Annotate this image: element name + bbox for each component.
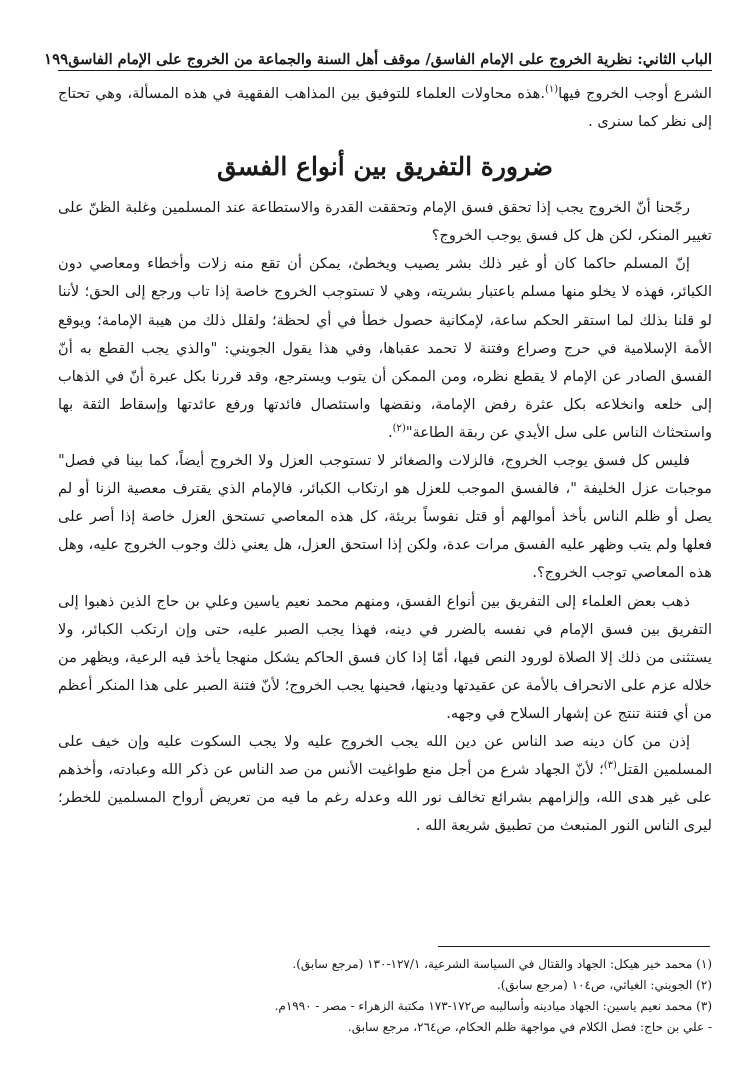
page-number: ١٩٩ <box>44 50 69 68</box>
paragraph-text: إذن من كان دينه صد الناس عن دين الله يجب الخروج عليه ولا يجب السكوت عليه وإن خيف على المسلمين القتل <box>58 732 713 779</box>
paragraph-end: . <box>387 423 393 441</box>
footnote-ref-3: (٣) <box>603 760 617 772</box>
footnote: (٣) محمد نعيم ياسين: الجهاد ميادينه وأساليبه ص١٧٢-١٧٣ مكتبة الزهراء - مصر - ١٩٩٠م. <box>274 999 712 1013</box>
paragraph <box>58 250 712 447</box>
paragraph: فليس كل فسق يوجب الخروج، فالزلات والصغائر لا تستوجب العزل ولا الخروج أيضاً، كما بينا في فصل" موجبات عزل الخليفة "، فالفسق الموجب للعزل هو ارتكاب الكبائر، فالإمام الذي يقترف معصية الزنا أو لم يصل أو ظلم الناس بأخذ أموالهم أو قتل نفوساً بريئة، كل هذه المعاصي تستحق العزل خاصة إذا أصر على فعلها ولم يتب وظهر عليه الفسق مرات عدة، ولكن إذا استحق العزل، هل يعني ذلك وجوب الخروج عليه، وهل هذه المعاصي توجب الخروج؟. <box>58 452 712 582</box>
footnotes <box>58 954 712 1038</box>
intro-text: الشرع أوجب الخروج فيها <box>558 85 712 102</box>
header-rule <box>58 70 712 71</box>
paragraph <box>58 728 712 840</box>
footnote-ref-2: (٢) <box>392 423 406 435</box>
footnote: (١) محمد خير هيكل: الجهاد والقتال في السياسة الشرعية، ١٢٧/١-١٣٠ (مرجع سابق). <box>292 957 712 971</box>
running-title: الباب الثاني: نظرية الخروج على الإمام الفاسق/ موقف أهل السنة والجماعة من الخروج على الإمام الفاسق <box>68 51 712 68</box>
footnote-rule <box>438 946 710 947</box>
footnote-ref-1: (١) <box>544 84 559 96</box>
section-heading: ضرورة التفريق بين أنواع الفسق <box>216 152 553 182</box>
paragraph: رجّحنا أنّ الخروج يجب إذا تحقق فسق الإمام وتحققت القدرة والاستطاعة عند المسلمين وغلبة الظنّ على تغيير المنكر، لكن هل كل فسق يوجب الخروج؟ <box>58 199 712 245</box>
main-text <box>58 80 712 840</box>
footnote: (٢) الجويني: الغياثي، ص١٠٤ (مرجع سابق). <box>496 978 712 992</box>
intro-paragraph <box>58 80 712 136</box>
paragraph-text-rest: ؛ لأنّ الجهاد شرع من أجل منع طواغيت الأنس من صد الناس عن ذكر الله وعبادته، وأخذهم على غير هدى الله، وإلزامهم بشرائع تخالف نور الله وعدله رغم ما فيه من تعريض أرواح المسلمين للخطر؛ ليرى الناس النور المنبعث من تطبيق شريعة الله . <box>58 761 712 835</box>
running-header <box>44 40 712 68</box>
paragraph-text: إنّ المسلم حاكما كان أو غير ذلك بشر يصيب ويخطئ، يمكن أن تقع منه زلات وأخطاء ومعاصي دون الكبائر، فهذه لا يخلو منها مسلم باعتبار بشريته، وهي لا تستوجب الخروج خاصة إذا تاب ورجع إلى الحق؛ لأننا لو قلنا بذلك لما استقر الحكم ساعة، لإمكانية حصول خطأ في أي لحظة؛ ولقلل ذلك من هيبة الإمامة؛ ويوقع الأمة الإسلامية في حرج وصراع وفتنة لا تحمد عقباها، وفي هذا يقول الجويني: "والذي يجب القطع به أنّ الفسق الصادر عن الإمام لا يقطع نظره، ومن الممكن أن يتوب ويسترجع، وقد قررنا بكل عبرة أنّ في الذهاب إلى خلعه وانخلاعه بكل عثرة رفض الإمامة، ونقضها واستئصال فائدتها ورفع عائدتها وإسقاط الثقة بها واستحثاث الناس على سل الأيدي عن ربقة الطاعة" <box>58 255 712 441</box>
intro-text-rest: .هذه محاولات العلماء للتوفيق بين المذاهب الفقهية في هذه المسألة، وهي تحتاج إلى نظر كما سنرى . <box>58 85 712 131</box>
footnote: - علي بن حاج: فصل الكلام في مواجهة ظلم الحكام، ص٢٦٤، مرجع سابق. <box>347 1020 712 1034</box>
paragraph: ذهب بعض العلماء إلى التفريق بين أنواع الفسق، ومنهم محمد نعيم ياسين وعلي بن حاج الذين ذهبوا إلى التفريق بين فسق الإمام في نفسه بالضرر في دينه، فهذا يجب الصبر عليه، حتى وإن ارتكب الكبائر، ولا يستثنى من ذلك إلا الصلاة لورود النص فيها، أمّا إذا كان فسق الحاكم يشكل منهجا يأخذ فيه الرعية، ويظهر من خلاله عزم على الانحراف بالأمة عن عقيدتها ودينها، فحينها يجب الخروج؛ لأنّ فتنة الصبر على هذا المنكر أعظم من أي فتنة تنتج عن إشهار السلاح في وجهه. <box>58 592 712 722</box>
